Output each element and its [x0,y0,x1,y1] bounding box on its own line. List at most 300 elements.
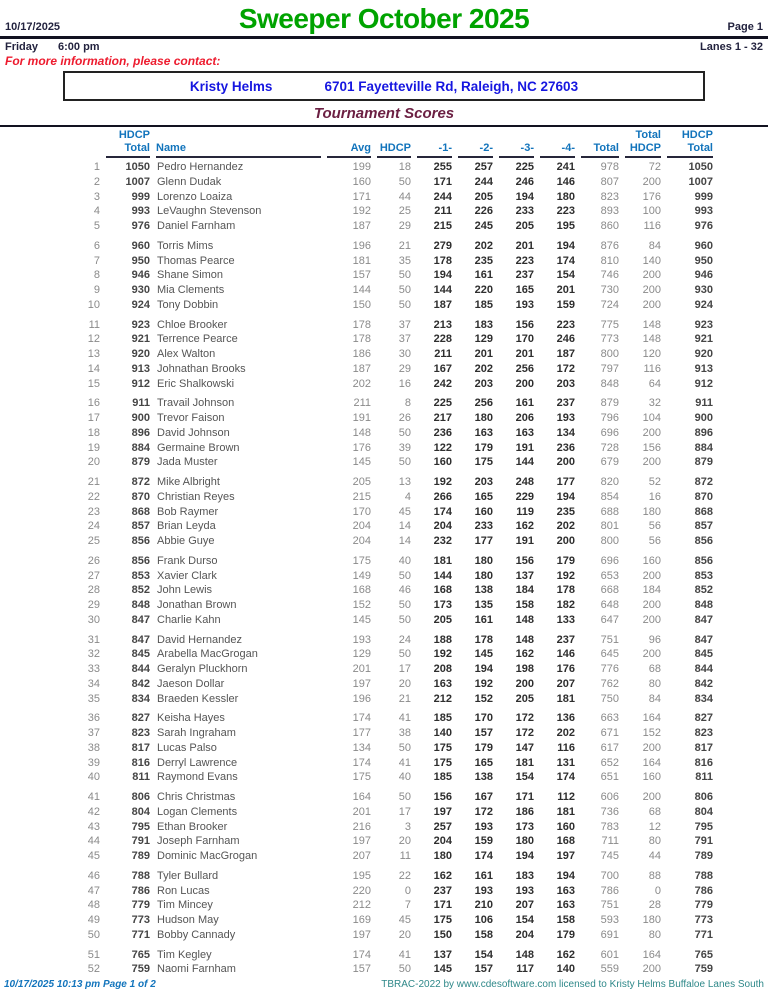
average-cell: 212 [352,899,371,912]
game-3-score-cell: 119 [516,505,534,518]
rank-cell: 33 [87,663,100,675]
game-4-score-cell: 241 [556,161,575,173]
final-hdcp-total-cell: 848 [694,599,713,611]
game-1-score-cell: 242 [433,377,452,390]
game-3-score-cell: 172 [515,727,534,739]
game-2-score-cell: 158 [474,928,493,941]
average-cell: 178 [352,333,371,346]
column-header-line1: HDCP [118,129,150,141]
player-name-cell: Sarah Ingraham [157,727,236,739]
player-name-cell: Pedro Hernandez [157,161,244,173]
score-row [64,519,713,534]
column-header-line2: Avg [350,142,371,154]
rank-cell: 48 [87,899,100,912]
column-header-name [156,129,321,158]
rank-cell: 45 [87,850,100,862]
game-3-score-cell: 170 [515,333,534,346]
handicap-cell: 44 [398,190,411,203]
total-handicap-cell: 200 [642,648,661,661]
game-4-score-cell: 116 [557,741,575,754]
hdcp-total-cell: 868 [131,505,150,518]
final-hdcp-total-cell: 817 [694,741,713,754]
game-2-score-cell: 233 [474,520,493,533]
game-2-score-cell: 185 [474,298,493,311]
final-hdcp-total-cell: 900 [694,412,713,424]
hdcp-total-cell: 1007 [125,175,150,188]
contact-address: 6701 Fayetteville Rd, Raleigh, NC 27603 [324,78,579,94]
game-2-score-cell: 160 [474,505,493,518]
rank-cell: 10 [87,298,100,311]
average-cell: 178 [352,318,371,331]
game-3-score-cell: 148 [515,613,534,626]
section-divider [0,125,768,127]
player-name-cell: Chloe Brooker [157,318,228,331]
player-name-cell: Torris Mims [157,239,214,252]
table-body [64,160,713,977]
rank-cell: 42 [87,805,100,818]
total-handicap-cell: 180 [642,914,661,926]
handicap-cell: 40 [398,554,411,567]
average-cell: 193 [352,633,371,646]
game-4-score-cell: 197 [556,850,575,862]
game-3-score-cell: 207 [515,899,534,912]
average-cell: 175 [352,771,371,784]
game-1-score-cell: 171 [433,175,452,188]
rank-cell: 6 [93,239,100,252]
scratch-total-cell: 700 [600,869,619,882]
game-4-score-cell: 223 [556,205,575,218]
game-3-score-cell: 198 [515,663,534,675]
rank-cell: 49 [87,914,100,926]
player-name-cell: Lorenzo Loaiza [157,190,233,203]
hdcp-total-cell: 923 [131,318,150,331]
game-2-score-cell: 152 [474,692,493,705]
rank-cell: 13 [87,348,100,360]
scratch-total-cell: 730 [600,284,619,296]
average-cell: 145 [352,613,371,626]
game-2-score-cell: 172 [474,805,493,818]
final-hdcp-total-cell: 823 [694,727,713,739]
scratch-total-cell: 800 [600,348,619,360]
game-2-score-cell: 159 [474,835,493,848]
total-handicap-cell: 80 [648,835,661,848]
handicap-cell: 50 [398,791,411,803]
player-name-cell: Jada Muster [157,456,218,469]
final-hdcp-total-cell: 884 [694,441,713,454]
scratch-total-cell: 860 [600,220,619,232]
game-1-score-cell: 204 [433,520,452,533]
game-2-score-cell: 257 [474,161,493,173]
scratch-total-cell: 876 [600,239,619,252]
game-1-score-cell: 173 [433,599,452,611]
game-4-score-cell: 179 [556,928,575,941]
hdcp-total-cell: 842 [131,677,150,690]
final-hdcp-total-cell: 779 [694,899,713,912]
hdcp-total-cell: 853 [131,569,150,582]
game-3-score-cell: 248 [515,476,534,488]
handicap-cell: 7 [404,899,411,912]
game-4-score-cell: 162 [556,948,575,961]
hdcp-total-cell: 879 [131,456,150,469]
hdcp-total-cell: 896 [131,426,150,439]
scratch-total-cell: 652 [600,756,619,769]
handicap-cell: 46 [398,584,411,597]
game-1-score-cell: 279 [433,239,452,252]
hdcp-total-cell: 920 [131,348,150,360]
game-3-score-cell: 158 [515,599,534,611]
score-row [64,190,713,205]
rank-cell: 26 [87,554,100,567]
game-1-score-cell: 174 [433,505,452,518]
score-row [64,455,713,470]
score-row [64,869,713,884]
game-3-score-cell: 144 [515,456,534,469]
game-4-score-cell: 177 [556,476,575,488]
rank-cell: 36 [87,712,100,725]
total-handicap-cell: 84 [648,692,661,705]
game-4-score-cell: 246 [556,333,575,346]
column-header-total [581,129,619,158]
game-4-score-cell: 136 [556,712,575,725]
game-3-score-cell: 193 [515,884,534,897]
player-name-cell: Brian Leyda [157,520,216,533]
game-3-score-cell: 171 [515,791,534,803]
handicap-cell: 20 [398,835,411,848]
game-3-score-cell: 181 [515,756,534,769]
player-name-cell: Ethan Brooker [157,820,228,833]
game-3-score-cell: 204 [515,928,534,941]
score-row [64,834,713,849]
scratch-total-cell: 746 [600,269,619,282]
handicap-cell: 17 [398,663,411,675]
game-3-score-cell: 193 [515,298,534,311]
handicap-cell: 29 [398,362,411,375]
hdcp-total-cell: 950 [131,254,150,267]
score-row [64,426,713,441]
game-2-score-cell: 178 [474,633,493,646]
session-day-time [5,41,100,53]
final-hdcp-total-cell: 896 [694,426,713,439]
game-4-score-cell: 194 [556,869,575,882]
handicap-cell: 13 [398,476,411,488]
average-cell: 157 [352,269,371,282]
player-name-cell: Derryl Lawrence [157,756,238,769]
game-2-score-cell: 161 [474,613,493,626]
total-handicap-cell: 200 [642,175,661,188]
session-time: 6:00 pm [58,41,100,53]
hdcp-total-cell: 872 [131,476,150,488]
score-row [64,647,713,662]
total-handicap-cell: 84 [648,239,661,252]
game-4-score-cell: 202 [556,727,575,739]
total-handicap-cell: 200 [642,284,661,296]
average-cell: 207 [352,850,371,862]
game-2-score-cell: 180 [474,412,493,424]
scratch-total-cell: 783 [600,820,619,833]
game-3-score-cell: 172 [515,712,534,725]
average-cell: 199 [352,161,371,173]
rank-cell: 23 [87,505,100,518]
average-cell: 150 [352,298,371,311]
scratch-total-cell: 854 [600,490,619,503]
player-name-cell: Arabella MacGrogan [157,648,258,661]
game-3-score-cell: 137 [515,569,534,582]
scratch-total-cell: 728 [600,441,619,454]
hdcp-total-cell: 765 [131,948,150,961]
rank-cell: 51 [87,948,100,961]
total-handicap-cell: 52 [648,476,661,488]
game-1-score-cell: 236 [433,426,452,439]
handicap-cell: 50 [398,963,411,976]
final-hdcp-total-cell: 946 [694,269,713,282]
game-2-score-cell: 183 [474,318,493,331]
total-handicap-cell: 148 [642,333,661,346]
score-row [64,962,713,977]
rank-cell: 40 [87,771,100,784]
final-hdcp-total-cell: 788 [694,869,713,882]
score-row [64,239,713,254]
total-handicap-cell: 96 [648,633,661,646]
game-3-score-cell: 256 [515,362,534,375]
hdcp-total-cell: 946 [131,269,150,282]
game-4-score-cell: 194 [556,490,575,503]
rank-cell: 27 [87,569,100,582]
total-handicap-cell: 200 [642,963,661,976]
scratch-total-cell: 800 [600,535,619,547]
column-header-g4 [540,129,575,158]
score-row [64,898,713,913]
rank-cell: 12 [87,333,100,346]
handicap-cell: 50 [398,175,411,188]
game-4-score-cell: 207 [556,677,575,690]
hdcp-total-cell: 816 [131,756,150,769]
handicap-cell: 26 [398,412,411,424]
total-handicap-cell: 176 [642,190,661,203]
contact-prompt: For more information, please contact: [5,54,221,68]
average-cell: 220 [352,884,371,897]
game-4-score-cell: 163 [556,899,575,912]
hdcp-total-cell: 789 [131,850,150,862]
game-1-score-cell: 211 [434,205,452,218]
game-2-score-cell: 175 [474,456,493,469]
game-3-score-cell: 229 [515,490,534,503]
footer-timestamp-page: 10/17/2025 10:13 pm Page 1 of 2 [4,979,156,990]
game-3-score-cell: 223 [515,254,534,267]
score-row [64,475,713,490]
hdcp-total-cell: 1050 [125,161,150,173]
game-4-score-cell: 237 [556,397,575,410]
final-hdcp-total-cell: 960 [694,239,713,252]
game-3-score-cell: 237 [515,269,534,282]
game-3-score-cell: 225 [515,161,534,173]
scratch-total-cell: 797 [600,362,619,375]
game-4-score-cell: 179 [556,554,575,567]
total-handicap-cell: 200 [642,456,661,469]
hdcp-total-cell: 930 [131,284,150,296]
game-1-score-cell: 160 [433,456,452,469]
game-1-score-cell: 122 [433,441,452,454]
rank-cell: 32 [87,648,100,661]
game-1-score-cell: 163 [433,677,452,690]
total-handicap-cell: 200 [642,269,661,282]
scratch-total-cell: 893 [600,205,619,218]
rank-cell: 21 [87,476,100,488]
game-1-score-cell: 187 [433,298,452,311]
game-1-score-cell: 205 [433,613,452,626]
final-hdcp-total-cell: 804 [694,805,713,818]
game-1-score-cell: 225 [433,397,452,410]
average-cell: 216 [352,820,371,833]
final-hdcp-total-cell: 759 [694,963,713,976]
final-hdcp-total-cell: 857 [694,520,713,533]
game-3-score-cell: 147 [515,741,534,754]
rank-cell: 35 [87,692,100,705]
game-1-score-cell: 140 [433,727,452,739]
average-cell: 152 [352,599,371,611]
game-2-score-cell: 210 [474,899,493,912]
lanes-range: Lanes 1 - 32 [700,41,763,53]
total-handicap-cell: 56 [648,535,661,547]
report-date: 10/17/2025 [5,21,61,33]
session-info-row [0,39,768,53]
average-cell: 204 [352,520,371,533]
total-handicap-cell: 200 [642,741,661,754]
column-header-line2: -3- [520,142,534,154]
total-handicap-cell: 200 [642,426,661,439]
hdcp-total-cell: 852 [131,584,150,597]
scratch-total-cell: 848 [600,377,619,390]
final-hdcp-total-cell: 853 [694,569,713,582]
final-hdcp-total-cell: 765 [694,948,713,961]
game-3-score-cell: 194 [515,190,534,203]
average-cell: 145 [352,456,371,469]
player-name-cell: Terrence Pearce [157,333,238,346]
player-name-cell: Hudson May [157,914,219,926]
contact-name: Kristy Helms [189,78,273,94]
rank-cell: 3 [93,190,100,203]
scratch-total-cell: 696 [600,426,619,439]
game-4-score-cell: 200 [556,535,575,547]
handicap-cell: 50 [398,426,411,439]
scratch-total-cell: 679 [600,456,619,469]
rank-cell: 17 [87,412,100,424]
hdcp-total-cell: 884 [131,441,150,454]
final-hdcp-total-cell: 911 [695,397,713,410]
handicap-cell: 14 [398,520,411,533]
hdcp-total-cell: 911 [132,397,150,410]
total-handicap-cell: 200 [642,613,661,626]
final-hdcp-total-cell: 879 [694,456,713,469]
rank-cell: 2 [93,175,100,188]
final-hdcp-total-cell: 856 [694,554,713,567]
scratch-total-cell: 820 [600,476,619,488]
game-2-score-cell: 220 [474,284,493,296]
game-2-score-cell: 244 [474,175,493,188]
game-1-score-cell: 192 [433,476,452,488]
game-3-score-cell: 161 [515,397,534,410]
final-hdcp-total-cell: 868 [694,505,713,518]
game-1-score-cell: 257 [433,820,452,833]
game-3-score-cell: 205 [515,220,534,232]
game-1-score-cell: 215 [433,220,452,232]
game-2-score-cell: 174 [474,850,493,862]
game-1-score-cell: 208 [433,663,452,675]
handicap-cell: 45 [398,505,411,518]
game-1-score-cell: 228 [433,333,452,346]
column-header-line2: HDCP [379,142,411,154]
game-1-score-cell: 156 [433,791,452,803]
game-3-score-cell: 162 [515,648,534,661]
player-name-cell: David Johnson [157,426,230,439]
game-2-score-cell: 193 [474,820,493,833]
score-row [64,254,713,269]
score-row [64,411,713,426]
game-3-score-cell: 148 [515,948,534,961]
game-4-score-cell: 193 [556,412,575,424]
score-row [64,505,713,520]
average-cell: 174 [352,948,371,961]
average-cell: 187 [352,362,371,375]
hdcp-total-cell: 804 [131,805,150,818]
total-handicap-cell: 56 [648,520,661,533]
rank-cell: 50 [87,928,100,941]
final-hdcp-total-cell: 856 [694,535,713,547]
score-row [64,913,713,928]
game-1-score-cell: 168 [433,584,452,597]
game-1-score-cell: 197 [433,805,452,818]
game-2-score-cell: 203 [474,377,493,390]
total-handicap-cell: 88 [648,869,661,882]
score-row [64,928,713,943]
average-cell: 205 [352,476,371,488]
rank-cell: 30 [87,613,100,626]
score-row [64,613,713,628]
game-2-score-cell: 129 [474,333,493,346]
footer-license: TBRAC-2022 by www.cdesoftware.com licensed to Kristy Helms Buffaloe Lanes South [381,979,764,990]
game-2-score-cell: 157 [474,963,493,976]
hdcp-total-cell: 900 [131,412,150,424]
score-row [64,770,713,785]
player-name-cell: Xavier Clark [157,569,217,582]
scratch-total-cell: 668 [600,584,619,597]
game-1-score-cell: 185 [433,771,452,784]
average-cell: 211 [353,397,371,410]
hdcp-total-cell: 857 [131,520,150,533]
average-cell: 149 [352,569,371,582]
score-row [64,948,713,963]
column-header-avg [327,129,371,158]
average-cell: 169 [352,914,371,926]
rank-cell: 14 [87,362,100,375]
game-2-score-cell: 226 [474,205,493,218]
score-row [64,298,713,313]
total-handicap-cell: 68 [648,663,661,675]
total-handicap-cell: 80 [648,677,661,690]
rank-cell: 31 [87,633,100,646]
game-3-score-cell: 233 [515,205,534,218]
score-row [64,569,713,584]
score-row [64,362,713,377]
player-name-cell: Frank Durso [157,554,218,567]
hdcp-total-cell: 847 [131,633,150,646]
final-hdcp-total-cell: 993 [694,205,713,218]
handicap-cell: 29 [398,220,411,232]
final-hdcp-total-cell: 816 [694,756,713,769]
total-handicap-cell: 16 [648,490,661,503]
score-row [64,726,713,741]
rank-cell: 38 [87,741,100,754]
hdcp-total-cell: 786 [131,884,150,897]
